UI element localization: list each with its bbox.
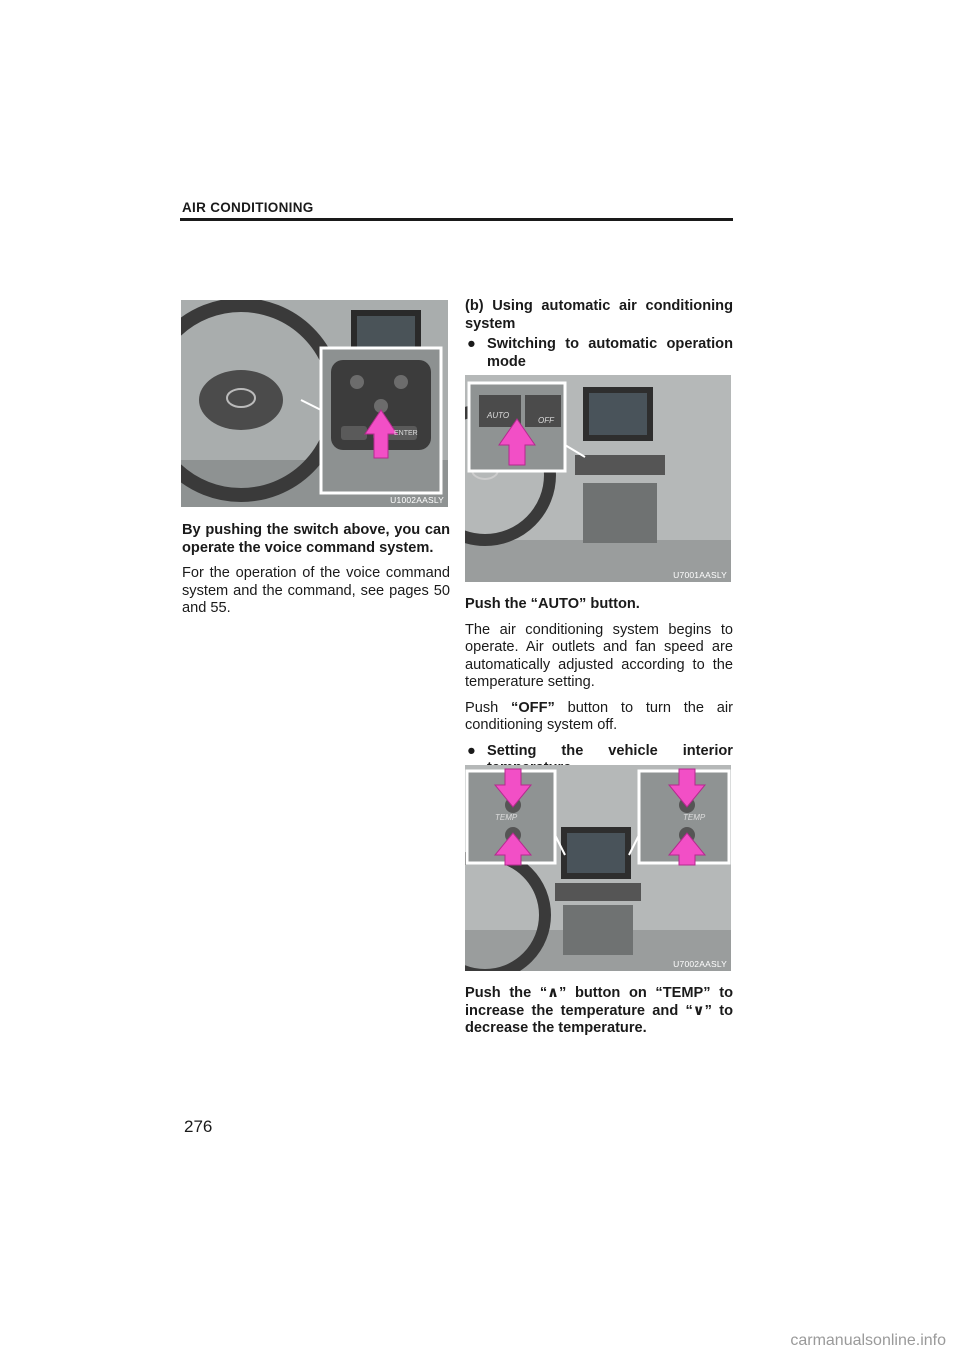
left-column — [182, 522, 450, 618]
right-column-bottom — [465, 985, 733, 1038]
off-label-text: “OFF” — [511, 699, 555, 716]
watermark: carmanualsonline.info — [790, 1332, 946, 1349]
temp-instruction: Push the “∧” button on “TEMP” to increase the temperature and “∨” to decrease the temperature. — [465, 985, 733, 1036]
figure-code: U7001AASLY — [673, 570, 727, 580]
off-instruction — [465, 700, 733, 735]
figure-code: U7002AASLY — [673, 959, 727, 969]
off-rest-text: button to turn the air conditioning system off. — [465, 699, 733, 733]
voice-body-text: For the operation of the voice command system and the command, see pages 50 and 55. — [182, 565, 450, 616]
temp-left-label: TEMP — [495, 813, 518, 822]
section-header: AIR CONDITIONING — [182, 200, 314, 215]
bullet-icon: ● — [467, 742, 476, 759]
steering-switch-figure — [181, 300, 448, 507]
sub-heading-auto — [465, 336, 733, 371]
auto-body-text: The air conditioning system begins to operate. Air outlets and fan speed are automatically adjusted according to the temperature setting. — [465, 621, 733, 690]
sub-heading-auto-text: Switching to automatic operation mode — [487, 336, 733, 370]
figure-code: U1002AASLY — [390, 495, 444, 505]
bullet-icon: ● — [467, 336, 476, 352]
auto-button-figure — [465, 375, 731, 582]
sub-heading-temp-text: Setting the vehicle interior — [487, 742, 733, 759]
voice-lead-text: By pushing the switch above, you can operate the voice command system. — [182, 522, 450, 556]
temp-right-label: TEMP — [683, 813, 706, 822]
enter-label: ENTER — [394, 430, 418, 437]
temp-buttons-figure — [465, 765, 731, 971]
page-number: 276 — [184, 1117, 213, 1136]
off-push-text: Push — [465, 699, 499, 716]
right-column-middle — [465, 596, 733, 778]
header-rule — [180, 218, 733, 221]
right-column-intro — [465, 298, 733, 371]
section-heading: (b) Using automatic air conditioning system — [465, 298, 733, 332]
auto-button-label: AUTO — [487, 411, 510, 420]
auto-instruction: Push the “AUTO” button. — [465, 596, 640, 612]
off-button-label: OFF — [538, 416, 554, 425]
